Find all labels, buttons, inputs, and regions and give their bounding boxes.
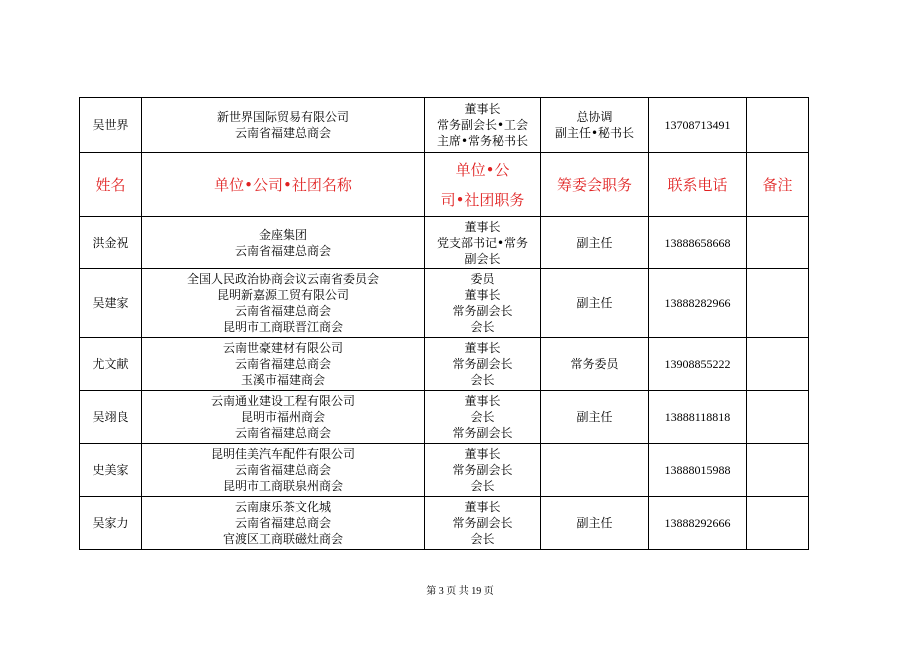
phone-cell: 13888015988 bbox=[649, 444, 747, 497]
org-cell: 金座集团 云南省福建总商会 bbox=[142, 217, 425, 269]
table-row bbox=[80, 497, 809, 550]
phone-cell: 13888282966 bbox=[649, 269, 747, 338]
post-cell: 董事长 常务副会长•工会 主席•常务秘书长 bbox=[425, 98, 541, 153]
committee-cell: 常务委员 bbox=[541, 338, 649, 391]
table-row bbox=[80, 391, 809, 444]
name-cell: 史美家 bbox=[80, 444, 142, 497]
org-cell: 云南世豪建材有限公司 云南省福建总商会 玉溪市福建商会 bbox=[142, 338, 425, 391]
header-post: 单位•公 司•社团职务 bbox=[425, 153, 541, 217]
post-cell: 董事长 党支部书记•常务 副会长 bbox=[425, 217, 541, 269]
post-cell: 委员 董事长 常务副会长 会长 bbox=[425, 269, 541, 338]
phone-cell: 13708713491 bbox=[649, 98, 747, 153]
header-note: 备注 bbox=[747, 153, 809, 217]
note-cell bbox=[747, 217, 809, 269]
table-row bbox=[80, 338, 809, 391]
org-cell: 云南通业建设工程有限公司 昆明市福州商会 云南省福建总商会 bbox=[142, 391, 425, 444]
table-row bbox=[80, 444, 809, 497]
name-cell: 尤文献 bbox=[80, 338, 142, 391]
note-cell bbox=[747, 391, 809, 444]
phone-cell: 13888118818 bbox=[649, 391, 747, 444]
table-row bbox=[80, 217, 809, 269]
committee-cell: 副主任 bbox=[541, 217, 649, 269]
note-cell bbox=[747, 444, 809, 497]
table-row bbox=[80, 269, 809, 338]
name-cell: 洪金祝 bbox=[80, 217, 142, 269]
committee-cell: 副主任 bbox=[541, 269, 649, 338]
org-cell: 全国人民政治协商会议云南省委员会 昆明新嘉源工贸有限公司 云南省福建总商会 昆明市工商联晋江商会 bbox=[142, 269, 425, 338]
post-cell: 董事长 常务副会长 会长 bbox=[425, 444, 541, 497]
org-cell: 云南康乐茶文化城 云南省福建总商会 官渡区工商联磁灶商会 bbox=[142, 497, 425, 550]
header-phone: 联系电话 bbox=[649, 153, 747, 217]
org-cell: 新世界国际贸易有限公司 云南省福建总商会 bbox=[142, 98, 425, 153]
name-cell: 吴家力 bbox=[80, 497, 142, 550]
committee-cell: 副主任 bbox=[541, 497, 649, 550]
name-cell: 吴翊良 bbox=[80, 391, 142, 444]
name-cell: 吴建家 bbox=[80, 269, 142, 338]
committee-cell bbox=[541, 444, 649, 497]
note-cell bbox=[747, 269, 809, 338]
phone-cell: 13908855222 bbox=[649, 338, 747, 391]
phone-cell: 13888292666 bbox=[649, 497, 747, 550]
header-org: 单位•公司•社团名称 bbox=[142, 153, 425, 217]
phone-cell: 13888658668 bbox=[649, 217, 747, 269]
org-cell: 昆明佳美汽车配件有限公司 云南省福建总商会 昆明市工商联泉州商会 bbox=[142, 444, 425, 497]
table-row bbox=[80, 98, 809, 153]
note-cell bbox=[747, 497, 809, 550]
post-cell: 董事长 会长 常务副会长 bbox=[425, 391, 541, 444]
committee-cell: 总协调 副主任•秘书长 bbox=[541, 98, 649, 153]
post-cell: 董事长 常务副会长 会长 bbox=[425, 338, 541, 391]
note-cell bbox=[747, 98, 809, 153]
header-committee: 筹委会职务 bbox=[541, 153, 649, 217]
page-footer: 第 3 页 共 19 页 bbox=[426, 586, 494, 597]
committee-cell: 副主任 bbox=[541, 391, 649, 444]
member-table bbox=[79, 97, 809, 550]
note-cell bbox=[747, 338, 809, 391]
table-header-row bbox=[80, 153, 809, 217]
post-cell: 董事长 常务副会长 会长 bbox=[425, 497, 541, 550]
header-name: 姓名 bbox=[80, 153, 142, 217]
name-cell: 吴世界 bbox=[80, 98, 142, 153]
